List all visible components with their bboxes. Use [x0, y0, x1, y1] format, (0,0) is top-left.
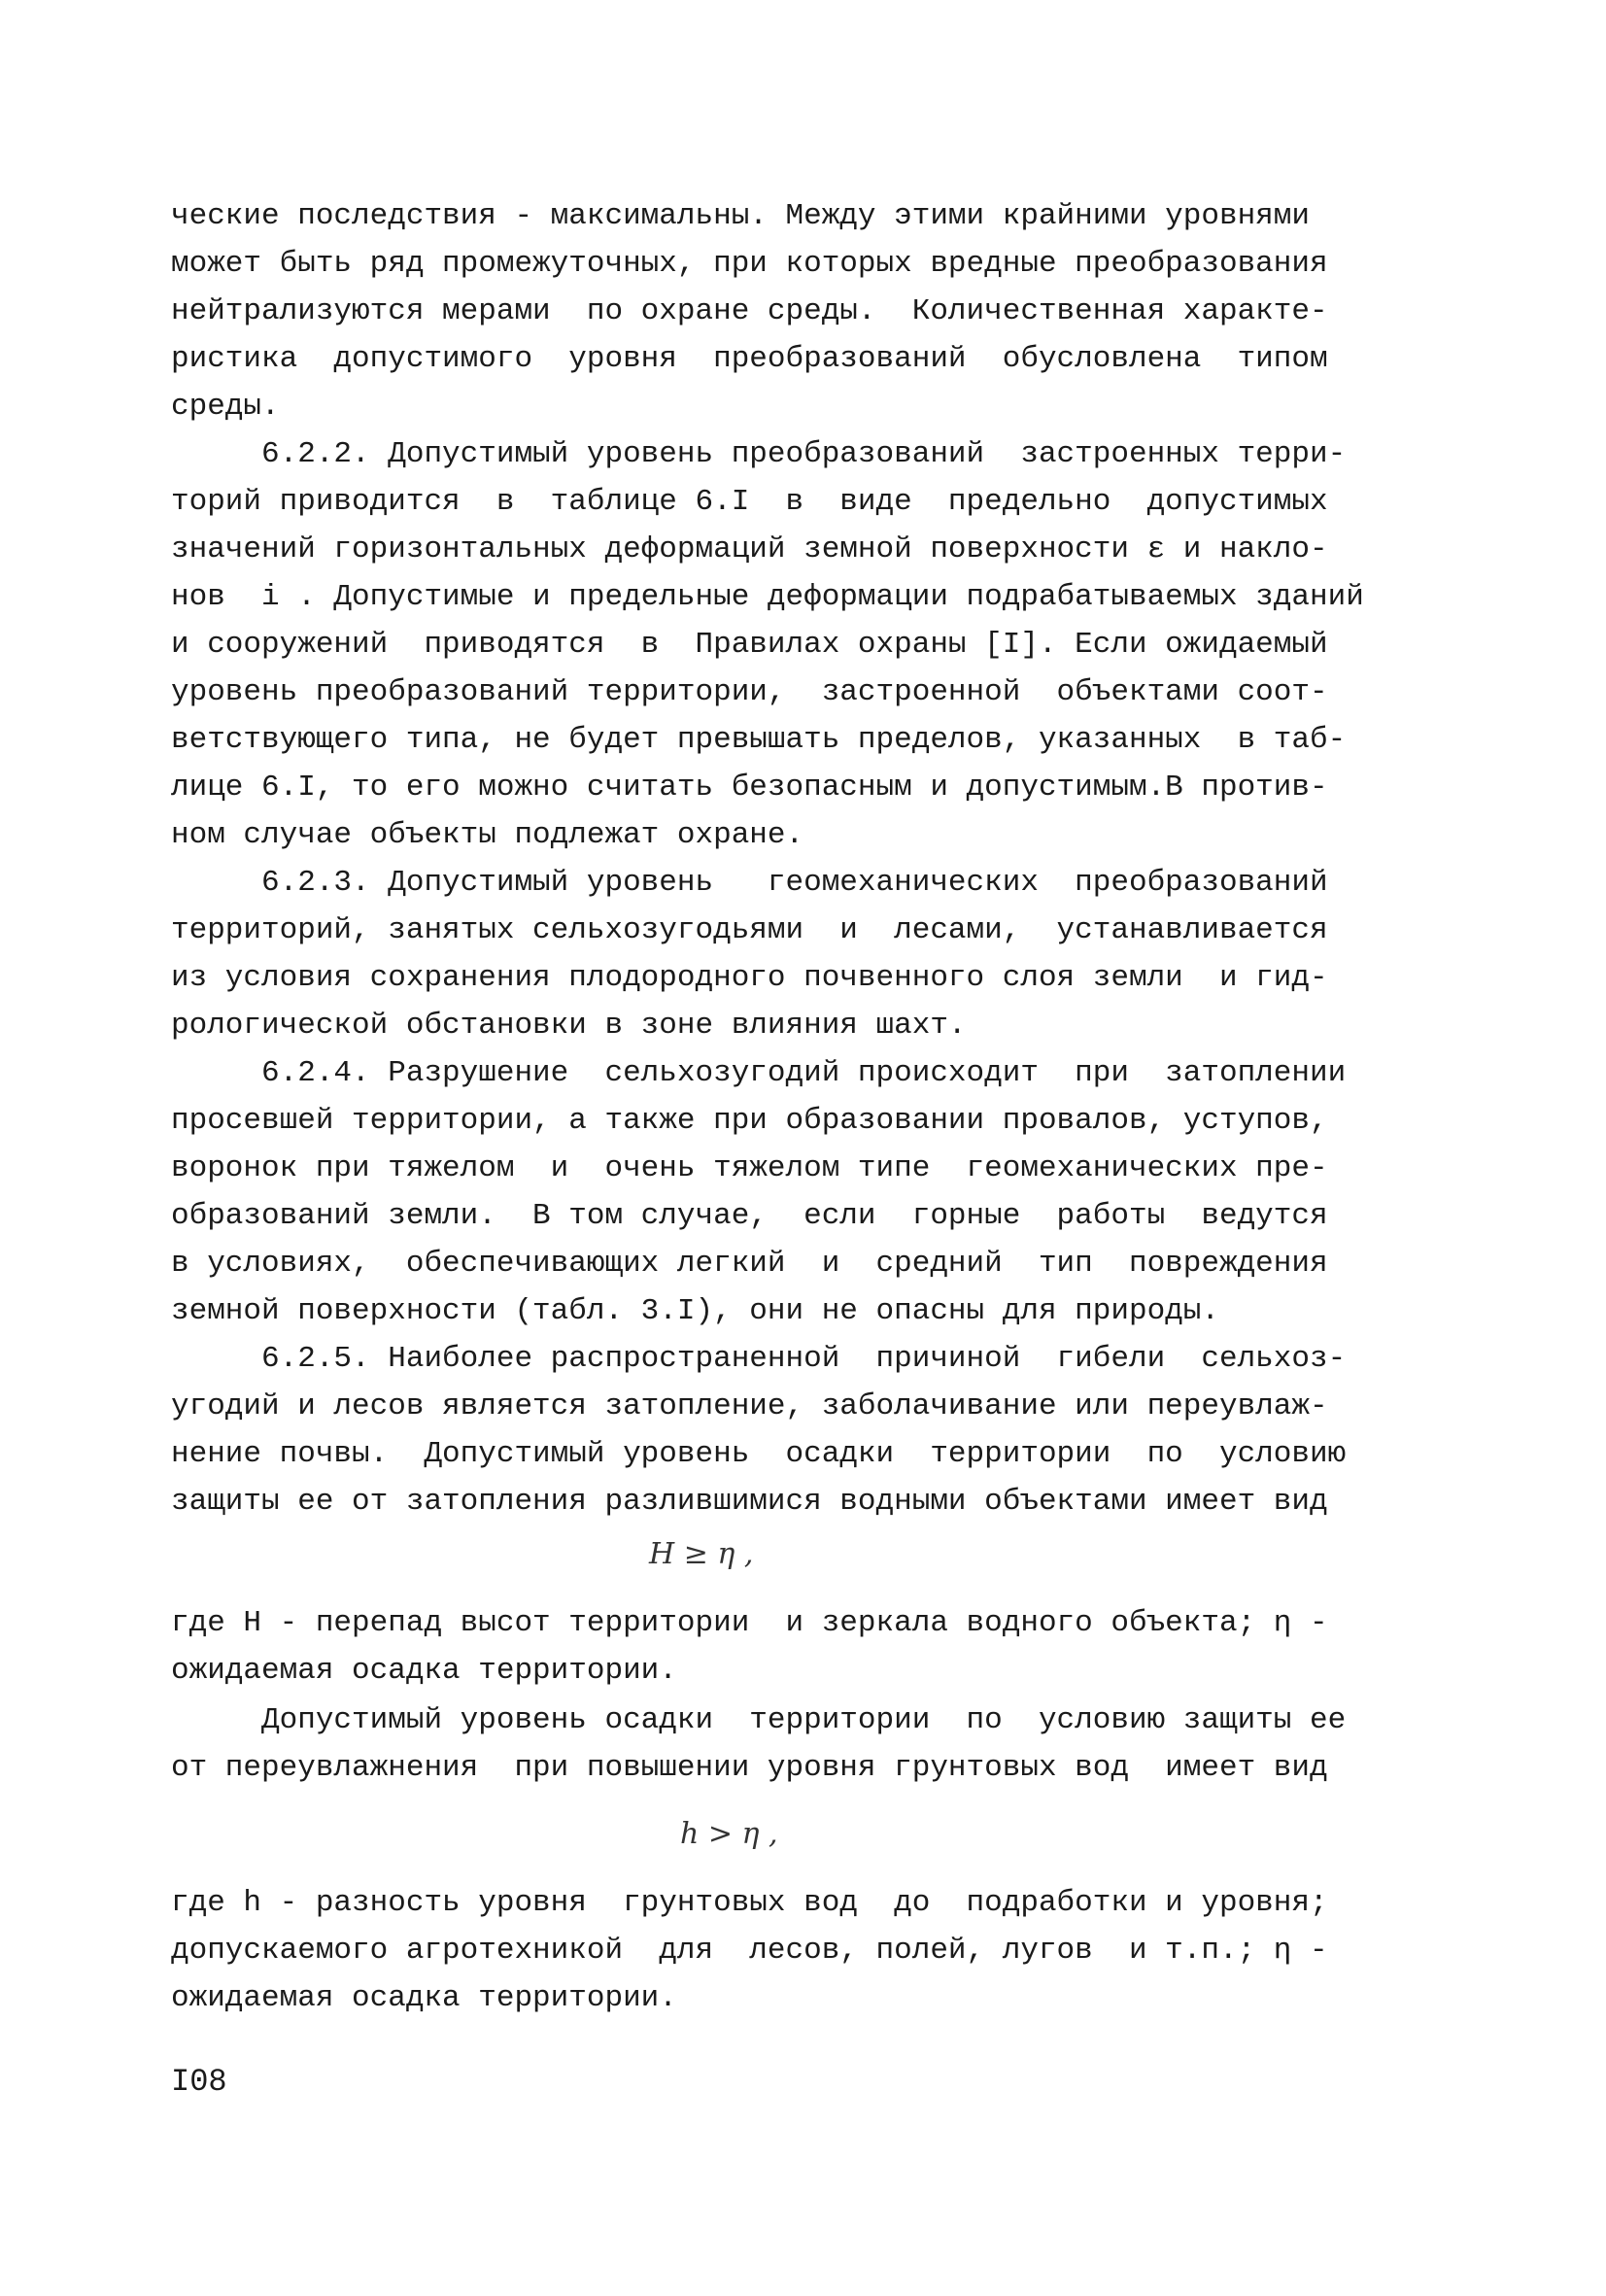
text-line: земной поверхности (табл. 3.I), они не опасны для природы. — [171, 1294, 1219, 1328]
page-number: I08 — [171, 2064, 227, 2100]
text-line: образований земли. В том случае, если горные работы ведутся — [171, 1199, 1328, 1233]
text-line: 6.2.3. Допустимый уровень геомеханических преобразований — [171, 866, 1328, 900]
text-line: где H - перепад высот территории и зеркала водного объекта; η - — [171, 1606, 1328, 1640]
text-line: лице 6.I, то его можно считать безопасным и допустимым.В против- — [171, 771, 1328, 805]
text-line: 6.2.2. Допустимый уровень преобразований застроенных терри- — [171, 437, 1347, 471]
text-line: ветствующего типа, не будет превышать пределов, указанных в таб- — [171, 723, 1347, 757]
text-line: среды. — [171, 390, 280, 424]
text-line: допускаемого агротехникой для лесов, полей, лугов и т.п.; η - — [171, 1934, 1328, 1968]
text-line: ожидаемая осадка территории. — [171, 1981, 677, 2015]
text-block-waterlogging — [171, 1696, 1434, 1792]
text-line: защиты ее от затопления разлившимися водными объектами имеет вид — [171, 1485, 1328, 1519]
text-line: ристика допустимого уровня преобразований обусловлена типом — [171, 342, 1328, 376]
text-line: рологической обстановки в зоне влияния шахт. — [171, 1009, 967, 1043]
text-line: из условия сохранения плодородного почвенного слоя земли и гид- — [171, 961, 1328, 995]
text-line: нение почвы. Допустимый уровень осадки территории по условию — [171, 1437, 1347, 1471]
text-line: может быть ряд промежуточных, при которых вредные преобразования — [171, 247, 1328, 281]
text-line: и сооружений приводятся в Правилах охраны [I]. Если ожидаемый — [171, 628, 1328, 662]
text-line: значений горизонтальных деформаций земной поверхности ε и накло- — [171, 532, 1328, 566]
text-line: ном случае объекты подлежат охране. — [171, 818, 804, 852]
text-line: уровень преобразований территории, застроенной объектами соот- — [171, 675, 1328, 709]
text-line: ожидаемая осадка территории. — [171, 1654, 677, 1688]
text-line: воронок при тяжелом и очень тяжелом типе геомеханических пре- — [171, 1151, 1328, 1185]
text-line: нов i . Допустимые и предельные деформации подрабатываемых зданий — [171, 580, 1364, 614]
text-line: просевшей территории, а также при образовании провалов, уступов, — [171, 1104, 1328, 1138]
text-line: в условиях, обеспечивающих легкий и средний тип повреждения — [171, 1247, 1328, 1281]
formula-h-ge-eta: H ≥ η , — [649, 1537, 754, 1571]
text-block-main — [171, 192, 1434, 1525]
text-block-definition-2 — [171, 1879, 1434, 2022]
text-line: нейтрализуются мерами по охране среды. Количественная характе- — [171, 294, 1328, 328]
text-line: от переувлажнения при повышении уровня грунтовых вод имеет вид — [171, 1751, 1328, 1785]
formula-h-gt-eta: h > η , — [680, 1817, 778, 1851]
text-line: торий приводится в таблице 6.I в виде предельно допустимых — [171, 485, 1328, 519]
text-line: ческие последствия - максимальны. Между этими крайними уровнями — [171, 199, 1310, 233]
text-line: Допустимый уровень осадки территории по условию защиты ее — [171, 1703, 1347, 1737]
text-line: 6.2.4. Разрушение сельхозугодий происходит при затоплении — [171, 1056, 1347, 1090]
text-line: угодий и лесов является затопление, заболачивание или переувлаж- — [171, 1389, 1328, 1423]
text-block-definition-1 — [171, 1599, 1434, 1695]
text-line: где h - разность уровня грунтовых вод до подработки и уровня; — [171, 1886, 1328, 1920]
text-line: территорий, занятых сельхозугодьями и лесами, устанавливается — [171, 913, 1328, 947]
text-line: 6.2.5. Наиболее распространенной причиной гибели сельхоз- — [171, 1342, 1347, 1376]
